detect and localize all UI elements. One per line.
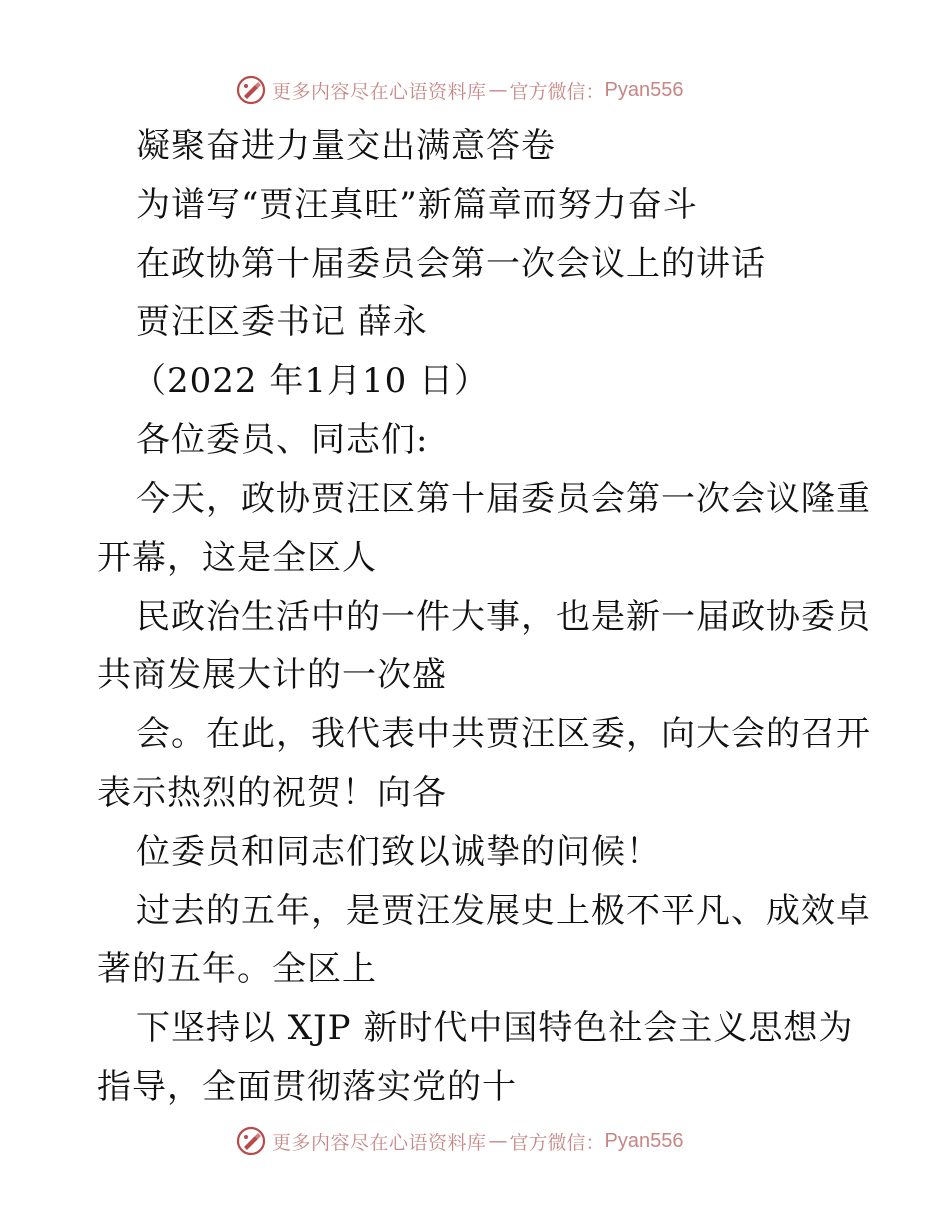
paragraph-line: 今天，政协贾汪区第十届委员会第一次会议隆重 bbox=[136, 479, 871, 519]
watermark-text: 更多内容尽在心语资料库 bbox=[272, 80, 487, 103]
greeting-line: 各位委员、同志们: bbox=[136, 420, 429, 460]
watermark-wechat-label: 官方微信： bbox=[509, 1131, 605, 1154]
author-line: 贾汪区委书记 薛永 bbox=[136, 302, 428, 342]
paragraph-line: 民政治生活中的一件大事，也是新一届政协委员 bbox=[136, 597, 871, 637]
date-line: （2022 年1月10 日） bbox=[132, 361, 490, 401]
paragraph-line: 下坚持以 XJP 新时代中国特色社会主义思想为 bbox=[136, 1008, 854, 1048]
footer-watermark bbox=[236, 1124, 684, 1158]
header-watermark bbox=[236, 73, 684, 107]
title-line-1: 凝聚奋进力量交出满意答卷 bbox=[136, 126, 556, 166]
paragraph-line: 著的五年。全区上 bbox=[97, 949, 377, 989]
paragraph-line: 表示热烈的祝贺！向各 bbox=[97, 773, 447, 813]
watermark-wechat-id: Pyan556 bbox=[604, 1129, 684, 1152]
paragraph-line: 共商发展大计的一次盛 bbox=[97, 655, 447, 695]
watermark-separator: — bbox=[488, 79, 508, 101]
paragraph-line: 过去的五年，是贾汪发展史上极不平凡、成效卓 bbox=[136, 891, 871, 931]
paragraph-line: 指导，全面贯彻落实党的十 bbox=[97, 1067, 517, 1107]
watermark-separator: — bbox=[488, 1130, 508, 1152]
title-line-2: 为谱写“贾汪真旺”新篇章而努力奋斗 bbox=[136, 185, 698, 225]
speech-subtitle: 在政协第十届委员会第一次会议上的讲话 bbox=[136, 244, 766, 284]
paragraph-line: 位委员和同志们致以诚挚的问候！ bbox=[136, 832, 661, 872]
paragraph-line: 会。在此，我代表中共贾汪区委，向大会的召开 bbox=[136, 714, 871, 754]
pen-logo-icon bbox=[236, 1126, 266, 1156]
watermark-wechat-id: Pyan556 bbox=[604, 78, 684, 101]
pen-logo-icon bbox=[236, 75, 266, 105]
watermark-wechat-label: 官方微信： bbox=[509, 80, 605, 103]
watermark-text: 更多内容尽在心语资料库 bbox=[272, 1131, 487, 1154]
paragraph-line: 开幕，这是全区人 bbox=[97, 538, 377, 578]
